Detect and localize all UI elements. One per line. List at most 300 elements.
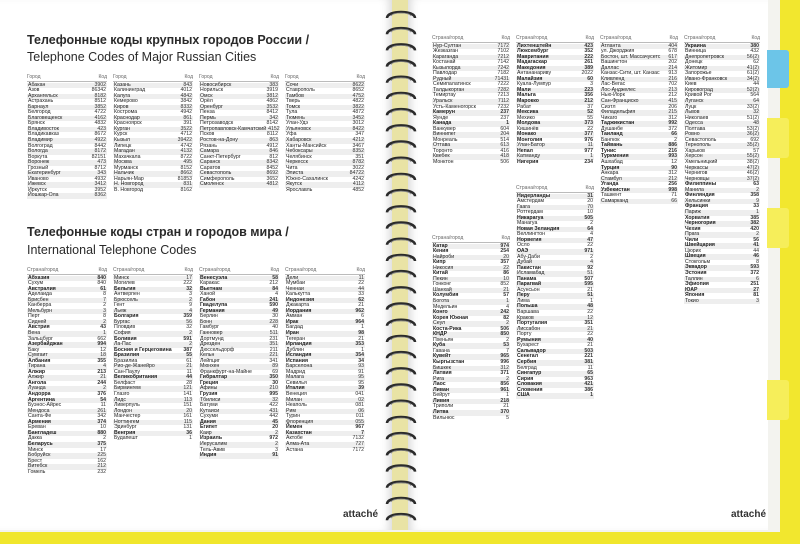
dial-code: 2 (189, 296, 192, 303)
place-name: Неаполь (286, 402, 307, 409)
dial-code: 886 (668, 142, 677, 149)
place-name: Иерусалим (200, 440, 227, 447)
spiral-ring-highlight (391, 402, 411, 405)
left-page (0, 0, 392, 530)
spiral-ring-highlight (391, 515, 411, 518)
dial-code: 505 (584, 214, 593, 221)
place-name: Пермь (200, 114, 216, 121)
place-name: Улан-Удэ (286, 120, 309, 127)
place-name: Лаос (433, 381, 446, 388)
dial-code: 880 (97, 429, 106, 436)
dial-code: 1 (361, 346, 364, 353)
spiral-ring-highlight (391, 143, 411, 146)
place-name: Пакистан (517, 264, 541, 271)
dial-code: 846 (269, 148, 278, 155)
dial-code: 506 (500, 325, 509, 332)
place-name: Монктон (433, 159, 454, 166)
place-name: Италия (286, 385, 305, 392)
dial-code: 32 (753, 109, 759, 116)
index-tab-blue[interactable] (767, 50, 789, 88)
dial-code: 4912 (266, 142, 278, 149)
spiral-ring-highlight (391, 256, 411, 259)
place-name: Дели (286, 274, 299, 281)
place-name: Вильнюс (433, 414, 455, 421)
dial-code: 514 (500, 136, 509, 143)
dial-code: 54 (100, 396, 106, 403)
place-name: Мюнхен (200, 363, 220, 370)
place-name: Самара (200, 148, 219, 155)
dial-code: 2022 (581, 70, 593, 77)
dial-code: 35(2) (746, 142, 759, 149)
dial-code: 7 (361, 429, 364, 436)
dial-code: 66 (671, 131, 677, 138)
spiral-ring-highlight (391, 418, 411, 421)
place-name: Виннипег (433, 131, 456, 138)
spiral-ring-highlight (391, 240, 411, 243)
dial-code: 33 (753, 203, 759, 210)
dial-code: 212 (584, 98, 593, 105)
place-name: Бразилиа (114, 357, 138, 364)
place-name: Тверь (286, 98, 301, 105)
dial-code: 3842 (180, 98, 192, 105)
dial-code: 617 (668, 53, 677, 60)
place-name: Чехия (685, 225, 701, 232)
codes-column (516, 36, 594, 166)
dial-code: 216 (668, 147, 677, 154)
place-name: Венгрия (114, 429, 136, 436)
dial-code: 7172 (352, 446, 364, 453)
place-name: Конго (433, 309, 448, 316)
dial-code: 21 (358, 302, 364, 309)
dial-code: 20 (503, 253, 509, 260)
dial-code: 9 (756, 197, 759, 204)
place-name: Албания (28, 357, 51, 364)
dial-code: 4 (275, 291, 278, 298)
place-name: Брест (28, 457, 43, 464)
place-name: Филиппины (685, 181, 717, 188)
place-name: Белград (517, 364, 537, 371)
column-header-code: Код (98, 74, 107, 80)
place-name: Севастополь (685, 136, 717, 143)
dial-code: 3 (103, 307, 106, 314)
code-row (27, 470, 107, 476)
place-name: Курган (114, 125, 130, 132)
place-name: Томск (286, 103, 301, 110)
place-name: Атланта (601, 42, 621, 49)
place-name: Австрия (28, 324, 50, 331)
place-name: Пекин (433, 275, 448, 282)
dial-code: 4872 (352, 109, 364, 116)
dial-code: 8162 (180, 186, 192, 193)
place-name: Темиртау (433, 92, 456, 99)
dial-code: 221 (584, 353, 593, 360)
place-name: Буэнос-Айрес (28, 402, 62, 409)
dial-code: 82151 (91, 153, 106, 160)
dial-code: 2 (103, 435, 106, 442)
place-name: Павлодар (433, 70, 457, 77)
place-name: Кострома (114, 109, 138, 116)
column-header-name: Страна/город (199, 267, 231, 273)
place-name: Душанбе (601, 125, 623, 132)
dial-code: 32 (186, 324, 192, 331)
place-name: Санкт-Петербург (200, 153, 241, 160)
dial-code: 992 (668, 120, 677, 127)
place-name: Чили (685, 236, 699, 243)
codes-column (285, 268, 365, 453)
dial-code: 32 (272, 396, 278, 403)
column-header (516, 186, 594, 193)
place-name: Ханты-Мансийск (286, 142, 327, 149)
dial-code: 8332 (180, 103, 192, 110)
place-name: Семипалатинск (433, 81, 471, 88)
place-name: Мадагаскар (517, 59, 548, 66)
dial-code: 151 (183, 402, 192, 409)
dial-code: 727 (355, 440, 364, 447)
world-title-en: International Telephone Codes (27, 243, 197, 257)
place-name: Воркута (28, 153, 48, 160)
dial-code: 241 (269, 296, 278, 303)
place-name: Габон (200, 296, 216, 303)
dial-code: 49 (272, 307, 278, 314)
column-header-code: Код (501, 35, 510, 41)
place-name: Воронеж (28, 159, 50, 166)
dial-code: 222 (183, 280, 192, 287)
dial-code: 994 (97, 341, 106, 348)
dial-code: 21 (358, 335, 364, 342)
dial-code: 48 (753, 120, 759, 127)
place-name: Дубай (517, 259, 532, 266)
place-name: КНДР (433, 331, 448, 338)
place-name: Кировоград (685, 86, 713, 93)
column-header-code: Код (751, 35, 760, 41)
dial-code: 11 (587, 142, 593, 149)
dial-code: 21 (503, 403, 509, 410)
place-name: Иран (286, 330, 299, 337)
place-name: Кривой Рог (685, 92, 712, 99)
place-name: Ангола (28, 379, 47, 386)
dial-code: 95 (358, 379, 364, 386)
place-name: Эфиопия (685, 281, 709, 288)
place-name: Черновцы (685, 175, 710, 182)
place-name: Испания (286, 357, 308, 364)
dial-code: 46(2) (746, 170, 759, 177)
place-name: Дания (200, 418, 216, 425)
spiral-ring-highlight (391, 450, 411, 453)
dial-code: 52(2) (746, 86, 759, 93)
codes-column (27, 268, 107, 475)
code-row (285, 448, 365, 454)
dial-code: 591 (183, 335, 192, 342)
code-row (285, 188, 365, 194)
dial-code: 33(2) (746, 103, 759, 110)
column-header-name: Страна/город (432, 35, 464, 41)
dial-code: 84722 (349, 170, 364, 177)
place-name: Ровно (685, 131, 700, 138)
place-name: Талдыкорган (433, 86, 465, 93)
dial-code: 8722 (180, 153, 192, 160)
place-name: Нидерланды (517, 192, 551, 199)
dial-code: 244 (97, 379, 106, 386)
codes-column (600, 36, 678, 204)
place-name: Милан (286, 396, 302, 403)
place-name: Корея Южная (433, 314, 468, 321)
place-name: Бейрут (433, 392, 450, 399)
place-name: Андорра (28, 391, 51, 398)
place-name: Ашхабад (601, 159, 623, 166)
place-name: Монреаль (433, 136, 458, 143)
dial-code: 4242 (352, 175, 364, 182)
place-name: Ла-Пас (114, 341, 132, 348)
dial-code: 840 (97, 274, 106, 281)
dial-code: 8652 (352, 87, 364, 94)
dial-code: 7172 (497, 42, 509, 49)
place-name: Омск (200, 92, 213, 99)
dial-code: 564 (750, 92, 759, 99)
place-name: Караганда (433, 53, 459, 60)
place-name: Калькутта (286, 291, 311, 298)
place-name: Куала-Лумпур (517, 81, 551, 88)
dial-code: 355 (97, 357, 106, 364)
place-name: Иркутск (28, 186, 47, 193)
place-name: Квебек (433, 153, 450, 160)
place-name: Канзас-Сити, шт. Канзас (601, 70, 660, 77)
dial-code: 8672 (94, 131, 106, 138)
place-name: Гаага (517, 203, 530, 210)
spiral-ring-highlight (391, 224, 411, 227)
place-name: Венесуэла (200, 274, 228, 281)
place-name: Джакарта (286, 302, 310, 309)
column-header-name: Страна/город (516, 35, 548, 41)
dial-code: 416 (500, 147, 509, 154)
dial-code: 60 (587, 75, 593, 82)
dial-code: 22 (587, 242, 593, 249)
place-name: Черкассы (685, 164, 709, 171)
place-name: Жезказган (433, 48, 458, 55)
place-name: Стокгольм (685, 258, 711, 265)
place-name: Латвия (433, 370, 452, 377)
dial-code: 613 (500, 142, 509, 149)
column-header-code: Код (184, 74, 193, 80)
place-name: Киров (114, 103, 129, 110)
dial-code: 3 (756, 297, 759, 304)
dial-code: 131 (183, 424, 192, 431)
dial-code: 52 (587, 109, 593, 116)
place-name: Херсон (685, 153, 703, 160)
place-name: Лейпциг (200, 357, 220, 364)
place-name: Ростов-на-Дону (200, 137, 238, 144)
dial-code: 256 (668, 181, 677, 188)
place-name: Флоренция (286, 418, 314, 425)
index-tab-yellow-3[interactable] (767, 380, 789, 420)
dial-code: 40 (272, 324, 278, 331)
place-name: Санта-Фе (28, 413, 52, 420)
dial-code: 996 (500, 359, 509, 366)
place-name: Дрезден (200, 341, 221, 348)
place-name: Дортмунд (200, 335, 224, 342)
place-name: Тбилиси (200, 396, 221, 403)
place-name: Петрозаводск (200, 120, 234, 127)
column-header (27, 268, 107, 275)
dial-code: 34 (358, 357, 364, 364)
dial-code: 81853 (177, 175, 192, 182)
dial-code: 495 (183, 159, 192, 166)
russia-title-ru: Телефонные коды крупных городов России / (27, 33, 310, 47)
place-name: Нигерия (517, 159, 539, 166)
dial-code: 8422 (352, 125, 364, 132)
index-tab-yellow-1[interactable] (767, 118, 789, 158)
column-header (600, 36, 678, 43)
place-name: Португалия (517, 320, 548, 327)
dial-code: 415 (668, 98, 677, 105)
place-name: Уганда (601, 181, 619, 188)
code-row (684, 299, 760, 305)
dial-code: 380 (750, 42, 759, 49)
dial-code: 17 (186, 274, 192, 281)
spiral-ring-highlight (391, 94, 411, 97)
place-name: Ирак (286, 318, 299, 325)
place-name: Манагуа (517, 220, 538, 227)
place-name: Франция (685, 203, 709, 210)
place-name: Цюрих (685, 247, 702, 254)
place-name: Чикаго (601, 114, 618, 121)
place-name: Стамбул (601, 175, 622, 182)
dial-code: 70 (587, 203, 593, 210)
spiral-ring-highlight (391, 369, 411, 372)
spiral-ring-highlight (391, 272, 411, 275)
dial-code: 7232 (497, 103, 509, 110)
dial-code: 4822 (352, 98, 364, 105)
place-name: Прага (685, 231, 700, 238)
spiral-ring-highlight (391, 288, 411, 291)
dial-code: 3952 (94, 186, 106, 193)
dial-code: 2 (590, 253, 593, 260)
dial-code: 41(2) (746, 64, 759, 71)
dial-code: 20 (186, 407, 192, 414)
dial-code: 2 (506, 320, 509, 327)
place-name: В. Новгород (114, 186, 144, 193)
place-name: Пловдив (114, 324, 136, 331)
spiral-ring-highlight (391, 353, 411, 356)
dial-code: 2 (590, 220, 593, 227)
column-header-code: Код (585, 185, 594, 191)
dial-code: 423 (97, 125, 106, 132)
code-row (27, 193, 107, 199)
dial-code: 8782 (352, 159, 364, 166)
place-name: Запорожье (685, 70, 712, 77)
dial-code: 421 (584, 381, 593, 388)
dial-code: 232 (97, 468, 106, 475)
spiral-ring-highlight (391, 305, 411, 308)
dial-code: 8622 (352, 81, 364, 88)
place-name: Львов (685, 109, 700, 116)
place-name: Луцк (685, 103, 697, 110)
place-name: Дюссельдорф (200, 346, 235, 353)
dial-code: 372 (668, 125, 677, 132)
dial-code: 11 (358, 274, 364, 281)
dial-code: 081 (355, 402, 364, 409)
dial-code: 2 (506, 375, 509, 382)
place-name: Мумбаи (286, 280, 306, 287)
dial-code: 71 (671, 192, 677, 199)
place-name: Новосибирск (200, 81, 232, 88)
dial-code: 237 (500, 109, 509, 116)
place-name: Узбекистан (601, 186, 630, 193)
spiral-ring-highlight (391, 29, 411, 32)
place-name: Луанда (28, 385, 46, 392)
place-name: Кишинёв (517, 125, 539, 132)
place-name: Новая Зеландия (517, 225, 560, 232)
dial-code: 86 (503, 270, 509, 277)
dial-code: 56 (753, 236, 759, 243)
dial-code: 36 (186, 429, 192, 436)
dial-code: 359 (183, 313, 192, 320)
dial-code: 206 (668, 103, 677, 110)
place-name: Минск (114, 274, 129, 281)
place-name: Саратов (200, 164, 221, 171)
place-name: Ноттингем (114, 418, 140, 425)
place-name: Япония (685, 292, 705, 299)
dial-code: 1 (361, 324, 364, 331)
dial-code: 44 (753, 247, 759, 254)
place-name: Вологда (28, 148, 48, 155)
dial-code: 961 (500, 386, 509, 393)
dial-code: 4712 (180, 131, 192, 138)
place-name: Швейцария (685, 242, 715, 249)
place-name: Ханой (200, 291, 215, 298)
place-name: Винница (685, 48, 706, 55)
place-name: Льеж (114, 307, 127, 314)
dial-code: 41 (753, 242, 759, 249)
dial-code: 2 (506, 336, 509, 343)
dial-code: 36(2) (746, 131, 759, 138)
place-name: Перт (28, 313, 40, 320)
place-name: Донецк (685, 59, 703, 66)
place-name: Македония (517, 64, 546, 71)
place-name: Абу-Даби (517, 253, 540, 260)
dial-code: 312 (668, 114, 677, 121)
index-tab-yellow-2[interactable] (767, 208, 789, 248)
dial-code: 218 (500, 397, 509, 404)
place-name: Орёл (200, 98, 213, 105)
place-name: Лос-Анджелес (601, 86, 636, 93)
dial-code: 237 (500, 114, 509, 121)
dial-code: 7 (103, 296, 106, 303)
dial-code: 213 (668, 86, 677, 93)
place-name: Алма-Ата (286, 440, 310, 447)
place-name: Смоленск (200, 181, 224, 188)
brand-logo-left: attaché (343, 509, 379, 520)
place-name: Лондон (114, 407, 132, 414)
place-name: Йошкар-Ола (28, 192, 59, 199)
dial-code: 962 (355, 307, 364, 314)
dial-code: 43 (100, 324, 106, 331)
place-name: Уральск (433, 98, 453, 105)
place-name: Дакка (28, 435, 42, 442)
right-page (408, 0, 768, 530)
dial-code: 967 (355, 424, 364, 431)
dial-code: 4132 (180, 148, 192, 155)
dial-code: 312 (668, 170, 677, 177)
dial-code: 86342 (91, 87, 106, 94)
place-name: Курск (114, 131, 128, 138)
dial-code: 17 (100, 446, 106, 453)
place-name: ЮАР (685, 286, 698, 293)
codes-column (199, 268, 279, 459)
place-name: София (114, 330, 131, 337)
place-name: Калуга (114, 92, 131, 99)
dial-code: 161 (183, 413, 192, 420)
column-header-code: Код (501, 235, 510, 241)
